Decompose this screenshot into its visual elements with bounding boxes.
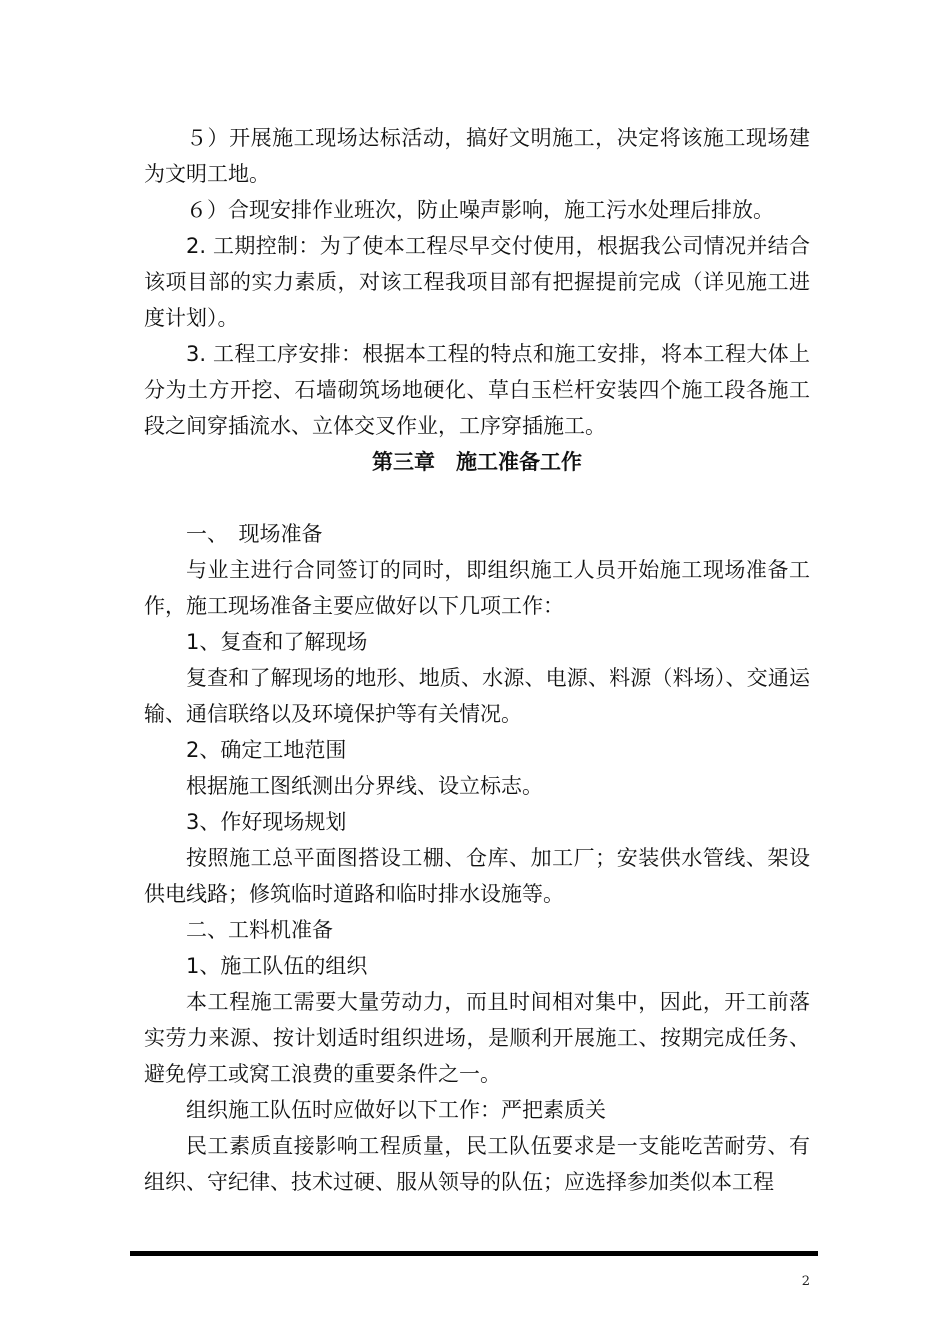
page-number: 2: [801, 1274, 810, 1289]
footer-rule: [130, 1251, 818, 1256]
paragraph: 根据施工图纸测出分界线、设立标志。: [186, 774, 543, 798]
paragraph: 2、确定工地范围: [186, 738, 347, 762]
paragraph: 复查和了解现场的地形、地质、水源、电源、料源（料场）、交通运输、通信联络以及环境保护等有关情况。: [144, 666, 810, 726]
paragraph: 本工程施工需要大量劳动力，而且时间相对集中，因此，开工前落实劳力来源、按计划适时组织进场，是顺利开展施工、按期完成任务、避免停工或窝工浪费的重要条件之一。: [144, 990, 810, 1086]
paragraph: 二、工料机准备: [186, 918, 333, 942]
paragraph: 组织施工队伍时应做好以下工作：严把素质关: [186, 1098, 606, 1122]
chapter-heading: 第三章 施工准备工作: [372, 450, 582, 474]
paragraph: 民工素质直接影响工程质量，民工队伍要求是一支能吃苦耐劳、有组织、守纪律、技术过硬、服从领导的队伍；应选择参加类似本工程: [144, 1134, 810, 1194]
paragraph: 按照施工总平面图搭设工棚、仓库、加工厂；安装供水管线、架设供电线路；修筑临时道路和临时排水设施等。: [144, 846, 810, 906]
document-body: [144, 120, 810, 1200]
paragraph: 3. 工程工序安排：根据本工程的特点和施工安排，将本工程大体上分为土方开挖、石墙砌筑场地硬化、草白玉栏杆安装四个施工段各施工段之间穿插流水、立体交叉作业，工序穿插施工。: [144, 342, 810, 438]
paragraph: 1、施工队伍的组织: [186, 954, 368, 978]
paragraph: 2. 工期控制：为了使本工程尽早交付使用，根据我公司情况并结合该项目部的实力素质，对该工程我项目部有把握提前完成（详见施工进度计划）。: [144, 234, 810, 330]
paragraph: ６）合现安排作业班次，防止噪声影响，施工污水处理后排放。: [186, 198, 774, 222]
paragraph: 一、 现场准备: [186, 522, 323, 546]
paragraph: 1、复查和了解现场: [186, 630, 368, 654]
paragraph: 3、作好现场规划: [186, 810, 347, 834]
paragraph: ５）开展施工现场达标活动，搞好文明施工，决定将该施工现场建为文明工地。: [144, 126, 810, 186]
paragraph: 与业主进行合同签订的同时，即组织施工人员开始施工现场准备工作，施工现场准备主要应做好以下几项工作：: [144, 558, 810, 618]
